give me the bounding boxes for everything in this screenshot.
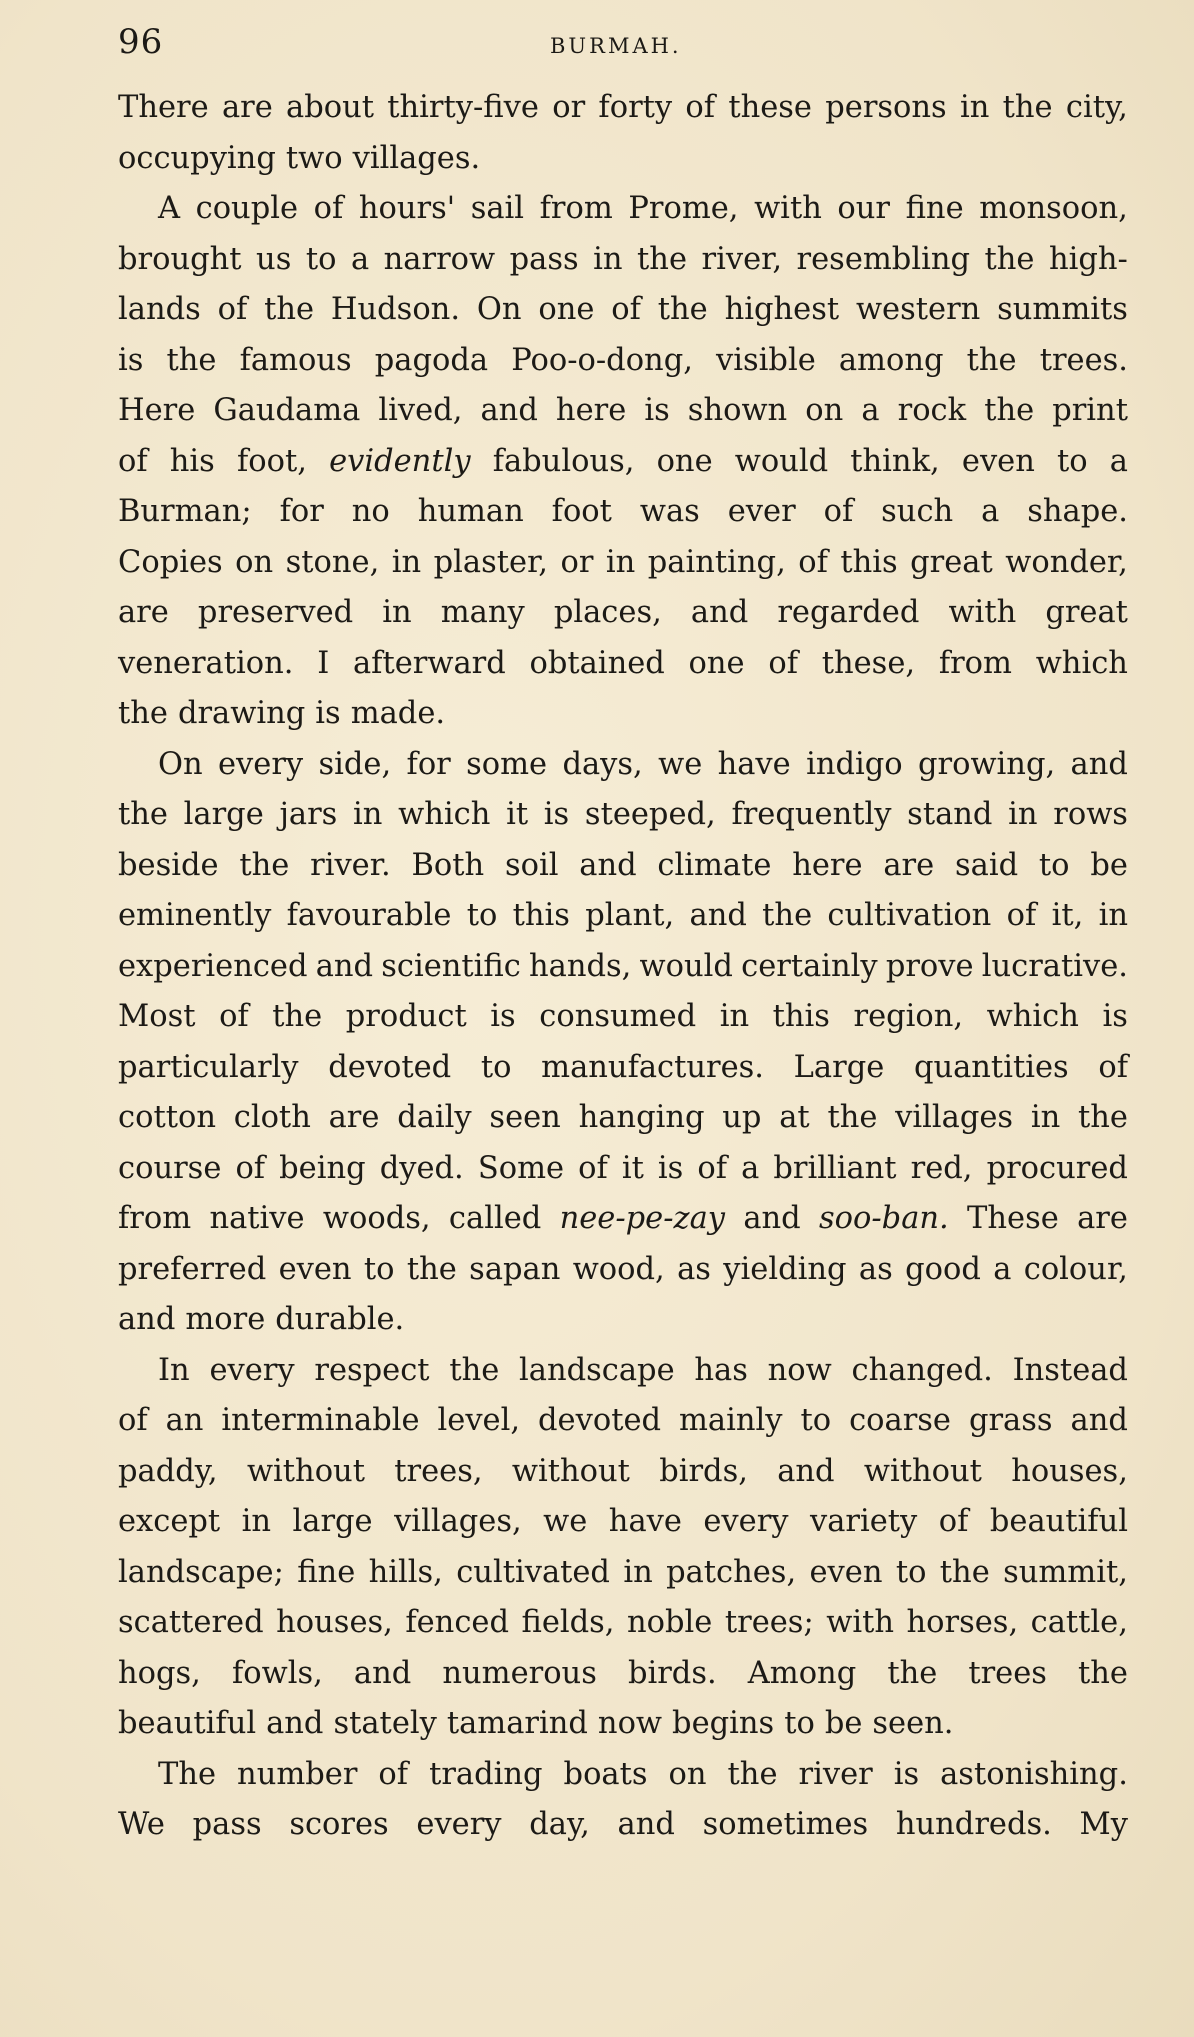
text-line: Copies on stone, in plaster, or in painting, of this great wonder, <box>118 544 1128 580</box>
text-line: are preserved in many places, and regarded with great <box>118 595 1128 630</box>
text-line: scattered houses, fenced fields, noble trees; with horses, cattle, <box>118 1605 1128 1640</box>
body-text <box>118 83 1128 1851</box>
text-line: from native woods, called nee-pe-zay and soo-ban. These are <box>118 1201 1128 1236</box>
page-number: 96 <box>118 22 164 62</box>
text-line: A couple of hours' sail from Prome, with our fine monsoon, <box>158 191 1128 226</box>
text-line: beside the river. Both soil and climate here are said to be <box>118 847 1128 883</box>
text-line: particularly devoted to manufactures. Large quantities of <box>118 1049 1128 1085</box>
text-line: On every side, for some days, we have indigo growing, and <box>158 746 1128 782</box>
text-line: beautiful and stately tamarind now begins to be seen. <box>118 1706 954 1741</box>
text-line: Burman; for no human foot was ever of such a shape. <box>118 494 1128 529</box>
text-line: occupying two villages. <box>118 140 481 176</box>
text-line: the large jars in which it is steeped, frequently stand in rows <box>118 797 1128 832</box>
text-line: lands of the Hudson. On one of the highest western summits <box>118 292 1128 327</box>
text-line: paddy, without trees, without birds, and without houses, <box>118 1453 1128 1489</box>
running-title: BURMAH. <box>550 34 682 58</box>
text-line: brought us to a narrow pass in the river, resembling the high- <box>118 241 1128 277</box>
text-line: There are about thirty-five or forty of these persons in the city, <box>118 90 1128 125</box>
text-line: experienced and scientific hands, would certainly prove lucrative. <box>118 948 1128 984</box>
text-line: except in large villages, we have every variety of beautiful <box>118 1504 1128 1539</box>
text-line: landscape; fine hills, cultivated in patches, even to the summit, <box>118 1554 1128 1590</box>
text-line: We pass scores every day, and sometimes hundreds. My <box>118 1807 1128 1842</box>
text-line: preferred even to the sapan wood, as yielding as good a colour, <box>118 1251 1128 1287</box>
text-line: is the famous pagoda Poo-o-dong, visible among the trees. <box>118 342 1128 378</box>
text-line: cotton cloth are daily seen hanging up at the villages in the <box>118 1100 1128 1135</box>
text-line: Most of the product is consumed in this region, which is <box>118 999 1128 1034</box>
text-line: eminently favourable to this plant, and the cultivation of it, in <box>118 898 1128 933</box>
text-line: The number of trading boats on the river is astonishing. <box>158 1756 1128 1792</box>
text-line: of an interminable level, devoted mainly to coarse grass and <box>118 1403 1128 1438</box>
text-line: veneration. I afterward obtained one of these, from which <box>118 645 1128 681</box>
text-line: In every respect the landscape has now changed. Instead <box>158 1352 1128 1388</box>
text-line: and more durable. <box>118 1302 405 1337</box>
text-line: hogs, fowls, and numerous birds. Among the trees the <box>118 1655 1128 1691</box>
running-head <box>118 22 1128 72</box>
text-line: Here Gaudama lived, and here is shown on a rock the print <box>118 393 1128 428</box>
text-line: course of being dyed. Some of it is of a brilliant red, procured <box>118 1150 1128 1186</box>
text-line: of his foot, evidently fabulous, one would think, even to a <box>118 443 1128 479</box>
text-line: the drawing is made. <box>118 696 446 731</box>
